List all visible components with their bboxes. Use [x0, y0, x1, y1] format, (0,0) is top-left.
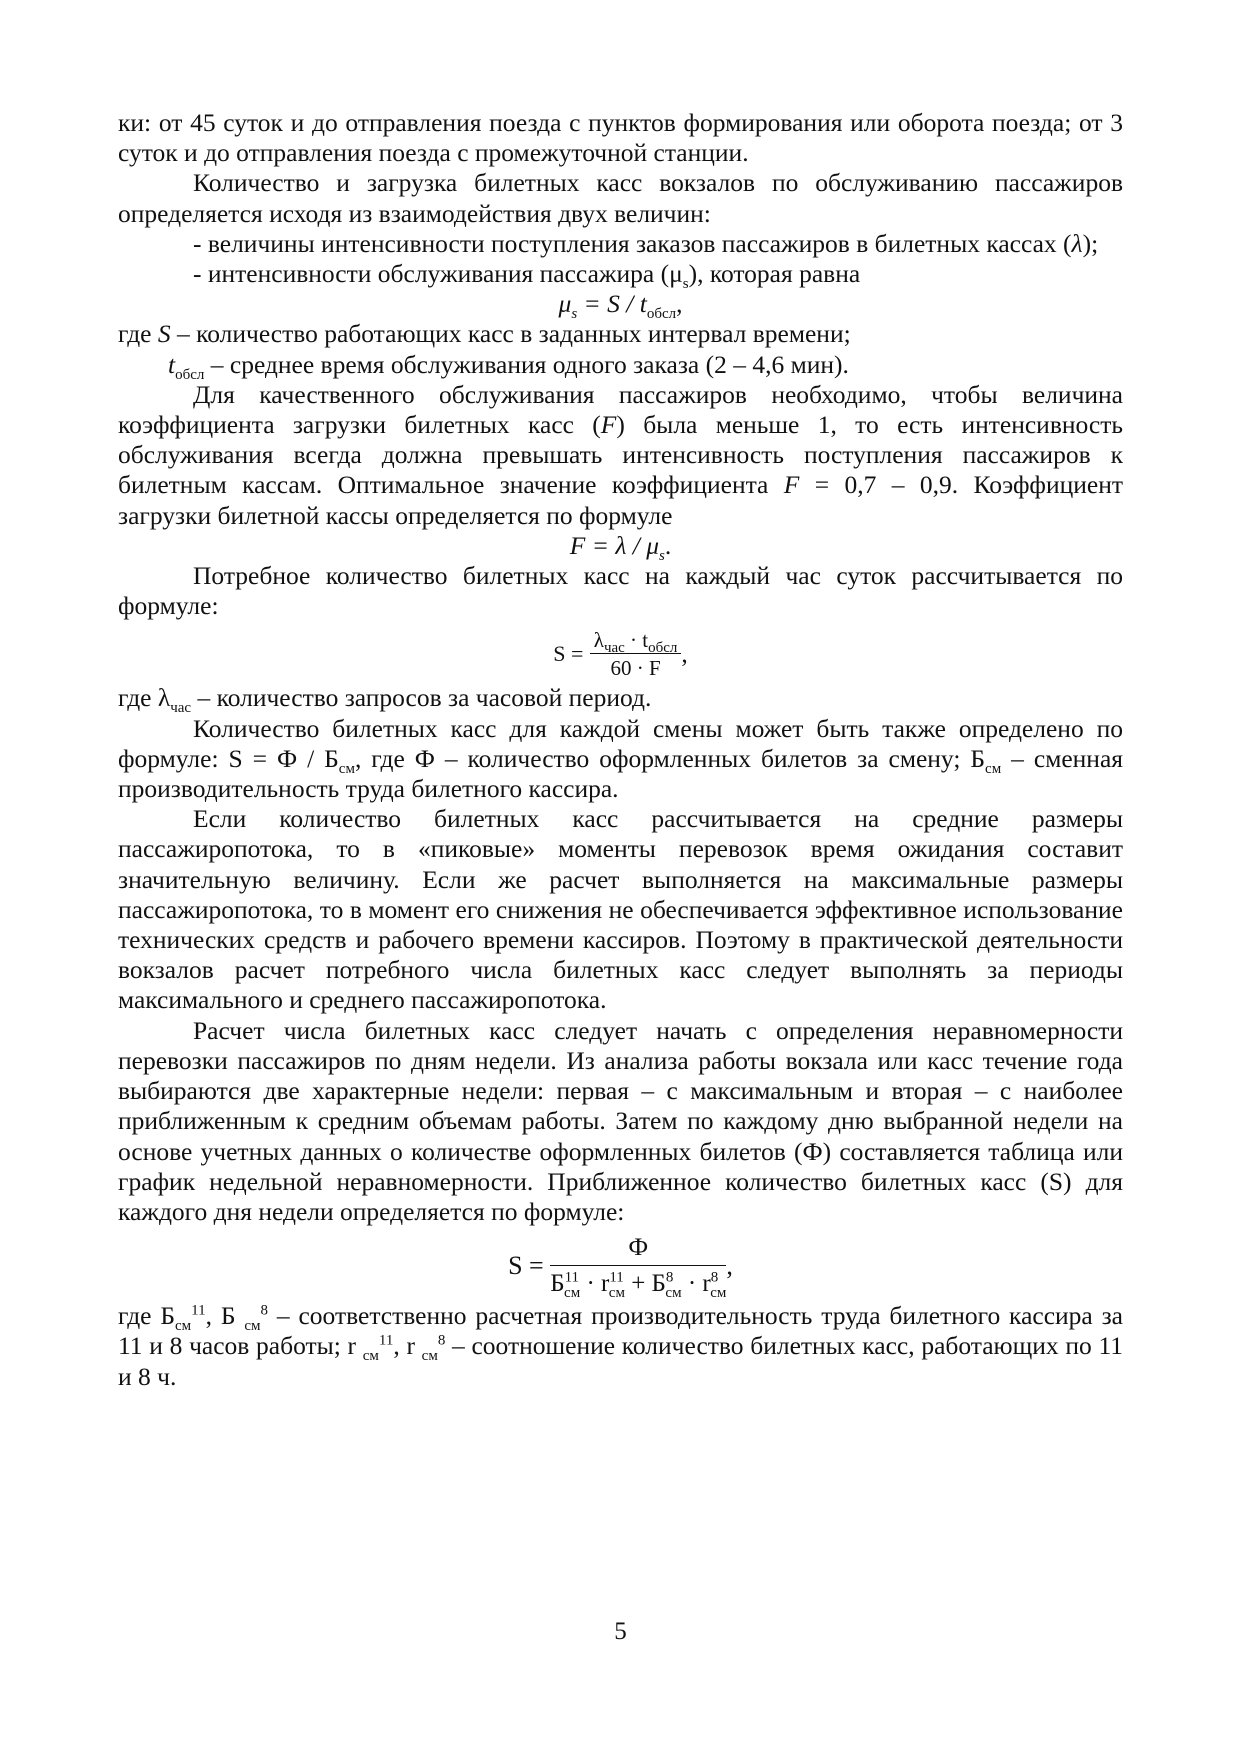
superscript: 8 — [260, 1302, 269, 1319]
paragraph-8: Потребное количество билетных касс на каждый час суток рассчитывается по формуле: — [118, 561, 1123, 621]
paragraph-5 — [118, 319, 1123, 349]
text: - интенсивности обслуживания пассажира (μ — [193, 259, 683, 289]
text: ), которая равна — [688, 259, 861, 289]
text: где — [118, 319, 158, 349]
lambda-symbol: λ — [1071, 228, 1083, 258]
text: , где Ф – количество оформленных билетов за смену; Б — [354, 743, 986, 773]
text: – среднее время обслуживания одного заказа (2 – 4,6 мин). — [204, 349, 849, 379]
fraction — [590, 629, 682, 679]
formula-lhs: S = — [553, 641, 584, 667]
punct: , — [681, 639, 688, 669]
subscript: см — [244, 1318, 261, 1335]
subscript: s — [659, 547, 665, 564]
subscript: обсл — [646, 306, 677, 323]
subscript: см — [710, 1285, 727, 1302]
F-symbol: F — [600, 410, 617, 440]
document-page — [118, 108, 1123, 1392]
text: где λ — [118, 683, 171, 713]
formula-F — [118, 530, 1123, 564]
text: - величины интенсивности поступления заказов пассажиров в билетных кассах ( — [193, 228, 1072, 258]
text: где Б — [118, 1301, 175, 1331]
superscript: 8 — [710, 1269, 719, 1286]
paragraph-7 — [118, 380, 1123, 531]
formula-text: = S / t — [577, 289, 647, 319]
text: ); — [1082, 228, 1099, 258]
superscript: 11 — [191, 1302, 206, 1319]
superscript: 11 — [564, 1269, 580, 1286]
superscript: 11 — [378, 1332, 394, 1349]
subscript: см — [362, 1348, 379, 1365]
punct: . — [664, 530, 672, 560]
paragraph-9 — [118, 683, 1123, 717]
numerator — [590, 628, 682, 657]
subscript: см — [665, 1285, 682, 1302]
paragraph-10 — [118, 714, 1123, 805]
text: Для качественного обслуживания пассажиров необходимо, чтобы величина коэффициента загрузки билетных касс ( — [118, 379, 1123, 440]
text: – соотношение количество билетных касс, работающих по 11 и 8 ч. — [118, 1331, 1123, 1391]
text: · t — [624, 628, 649, 653]
subscript: обсл — [648, 640, 678, 657]
punct: , — [726, 1251, 733, 1280]
text: + Б — [624, 1270, 666, 1298]
denominator: 60 · F — [610, 656, 661, 681]
formula-lhs: S = — [508, 1251, 544, 1280]
text: , Б — [205, 1301, 245, 1331]
text: – сменная производительность труда билетного кассира. — [118, 743, 1123, 804]
text: · r — [681, 1270, 711, 1298]
formula-mu — [118, 289, 1123, 323]
t-symbol: t — [168, 349, 176, 379]
formula-S-week — [118, 1233, 1123, 1302]
fraction — [550, 1233, 727, 1302]
text: , r — [393, 1331, 422, 1361]
text: · r — [580, 1270, 610, 1298]
text: ) была меньше 1, то есть интенсивность обслуживания всегда должна превышать интенсивность поступления пассажиров к билетным кассам. Оптимальное значение коэффициента — [118, 410, 1123, 500]
mu-symbol: μ — [558, 289, 572, 319]
denominator — [550, 1266, 727, 1302]
paragraph-11: Если количество билетных касс рассчитывается на средние размеры пассажиропотока, то в «пиковые» моменты перевозок время ожидания составит значительную величину. Если же расчет выполняется на максимальные размеры пассажиропотока, то в момент его снижения не обеспечивается эффективное использование технических средств и рабочего времени кассиров. Поэтому в практической деятельности вокзалов расчет потребного числа билетных касс следует выполнять за периоды максимального и среднего пассажиропотока. — [118, 804, 1123, 1015]
paragraph-2: Количество и загрузка билетных касс вокзалов по обслуживанию пассажиров определяется исходя из взаимодействия двух величин: — [118, 168, 1123, 228]
subscript: s — [682, 276, 689, 293]
paragraph-6 — [118, 349, 1123, 383]
subscript: см — [985, 760, 1002, 777]
paragraph-1: ки: от 45 суток и до отправления поезда с пунктов формирования или оборота поезда; от 3 суток и до отправления поезда с промежуточной станции. — [118, 108, 1123, 168]
text: Б — [550, 1270, 565, 1298]
F-symbol: F — [783, 470, 800, 500]
subscript: см — [564, 1285, 581, 1302]
text: – количество работающих касс в заданных интервал времени; — [170, 319, 851, 349]
subscript: час — [170, 700, 192, 717]
subscript: см — [175, 1318, 192, 1335]
lambda-symbol: λ — [593, 628, 604, 653]
subscript: s — [571, 306, 578, 323]
paragraph-3 — [118, 229, 1123, 259]
subscript: час — [603, 640, 625, 657]
formula-text: F = λ / μ — [569, 530, 659, 560]
subscript: см — [338, 760, 355, 777]
superscript: 11 — [609, 1269, 624, 1286]
text: Количество билетных касс для каждой смены может быть также определено по формуле: S = Ф / Б — [118, 713, 1123, 773]
superscript: 8 — [665, 1269, 674, 1286]
subscript: см — [421, 1348, 438, 1365]
paragraph-13 — [118, 1301, 1123, 1392]
numerator: Ф — [550, 1233, 726, 1266]
paragraph-12: Расчет числа билетных касс следует начать с определения неравномерности перевозки пассажиров по дням недели. Из анализа работы вокзала или касс течение года выбираются две характерные недели: первая – с максимальным и вторая – с наиболее приближенным к средним объемам работы. Затем по каждому дню выбранной недели на основе учетных данных о количестве оформленных билетов (Ф) составляется таблица или график недельной неравномерности. Приближенное количество билетных касс (S) для каждого дня недели определяется по формуле: — [118, 1015, 1123, 1226]
paragraph-4 — [118, 259, 1123, 293]
S-symbol: S — [157, 319, 171, 349]
subscript: см — [608, 1285, 625, 1302]
formula-S-hour — [118, 629, 1123, 679]
punct: , — [676, 289, 683, 319]
page-number: 5 — [614, 1618, 627, 1645]
text: – количество запросов за часовой период. — [191, 683, 652, 713]
subscript: обсл — [175, 366, 205, 383]
text: – соответственно расчетная производительность труда билетного кассира за 11 и 8 часов работы; r — [118, 1301, 1123, 1361]
text: = 0,7 – 0,9. Коэффициент загрузки билетной кассы определяется по формуле — [118, 470, 1124, 530]
superscript: 8 — [437, 1332, 446, 1349]
